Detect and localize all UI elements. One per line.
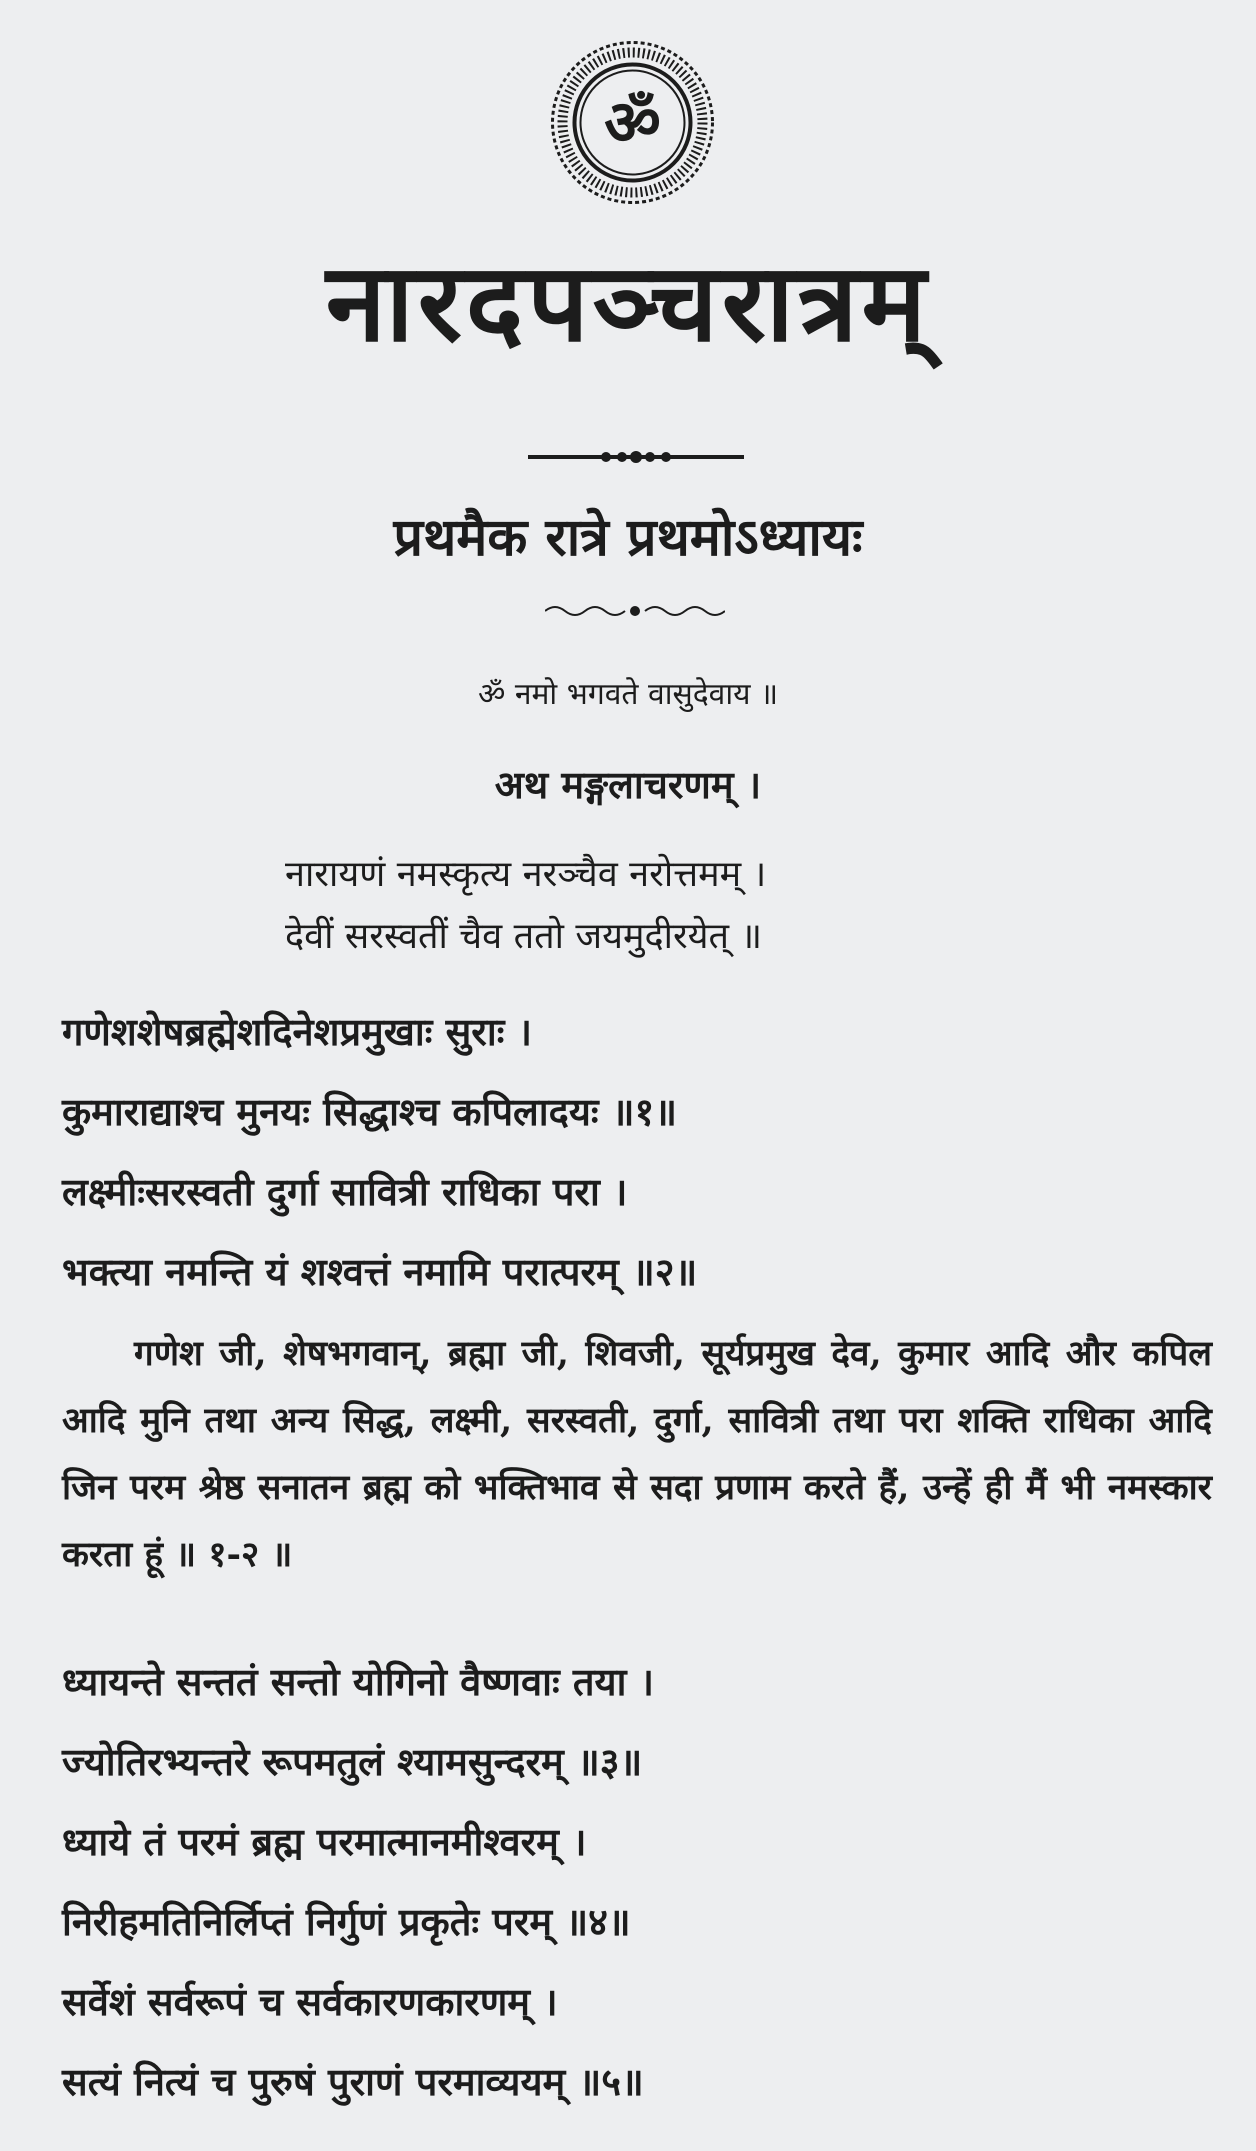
flourish-ornament-icon [545, 600, 725, 622]
verse-line: भक्त्या नमन्ति यं शश्वत्तं नमामि परात्परम् ॥२॥ [62, 1249, 698, 1294]
verse-line: गणेशशेषब्रह्मेशदिनेशप्रमुखाः सुराः । [62, 1009, 532, 1054]
divider-ornament-icon [528, 445, 744, 469]
verse-line: निरीहमतिनिर्लिप्तं निर्गुणं प्रकृतेः परम् ॥४॥ [62, 1899, 631, 1944]
verse-line: लक्ष्मीःसरस्वती दुर्गा सावित्री राधिका परा । [62, 1169, 628, 1214]
invocation-line: ॐ नमो भगवते वासुदेवाय ॥ [477, 677, 779, 712]
om-glyph: ॐ [604, 86, 661, 159]
verse-line: ध्यायन्ते सन्ततं सन्तो योगिनो वैष्णवाः तया । [62, 1659, 655, 1704]
book-title: नारदपञ्चरात्रम् [325, 241, 931, 366]
intro-verse-line: देवीं सरस्वतीं चैव ततो जयमुदीरयेत् ॥ [285, 916, 763, 957]
mangalacharan-heading: अथ मङ्गलाचरणम् । [494, 762, 762, 807]
intro-verse-line: नारायणं नमस्कृत्य नरञ्चैव नरोत्तमम् । [285, 854, 767, 895]
verse-line: सर्वेशं सर्वरूपं च सर्वकारणकारणम् । [62, 1979, 558, 2024]
hindi-commentary: गणेश जी, शेषभगवान्, ब्रह्मा जी, शिवजी, सूर्यप्रमुख देव, कुमार आदि और कपिल आदि मुनि तथा अन्य सिद्ध, लक्ष्मी, सरस्वती, दुर्गा, सावित्री तथा परा शक्ति राधिका आदि जिन परम श्रेष्ठ सनातन ब्रह्म को भक्तिभाव से सदा प्रणाम करते हैं, उन्हें ही मैं भी नमस्कार करता हूं ॥ १-२ ॥ [62, 1333, 1212, 1575]
chapter-heading: प्रथमैक रात्रे प्रथमोऽध्यायः [393, 508, 863, 568]
verse-line: ध्याये तं परमं ब्रह्म परमात्मानमीश्वरम् । [62, 1819, 587, 1864]
verse-line: कुमाराद्याश्च मुनयः सिद्धाश्च कपिलादयः ॥१॥ [62, 1089, 678, 1134]
verse-line: ज्योतिरभ्यन्तरे रूपमतुलं श्यामसुन्दरम् ॥३॥ [62, 1739, 643, 1784]
verse-line: सत्यं नित्यं च पुरुषं पुराणं परमाव्ययम् ॥५॥ [62, 2059, 644, 2104]
om-seal-icon [550, 40, 715, 205]
